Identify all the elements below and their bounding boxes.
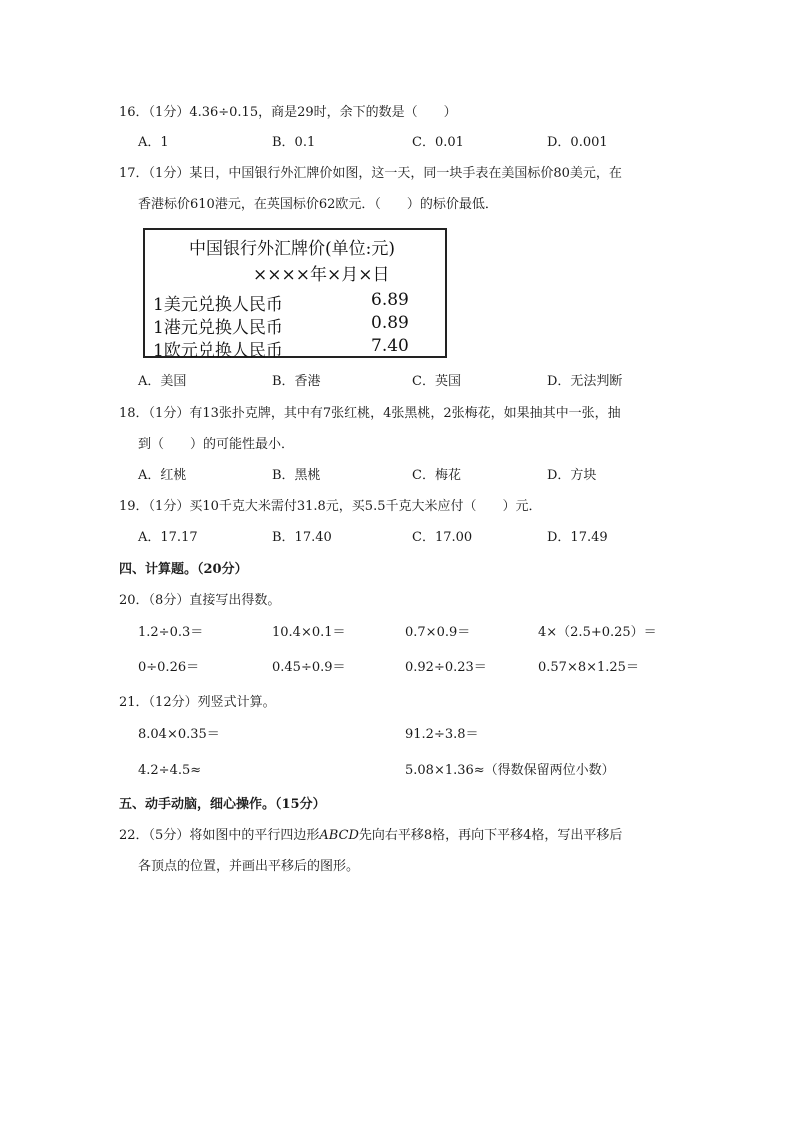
q17-option-c: C．英国 bbox=[412, 374, 461, 389]
q19-option-c: C．17.00 bbox=[412, 530, 473, 545]
q20-item: 0.45÷0.9＝ bbox=[272, 660, 346, 675]
q21-item: 4.2÷4.5≈ bbox=[138, 763, 202, 778]
q17-option-a: A．美国 bbox=[138, 374, 187, 389]
q16-option-c: C．0.01 bbox=[412, 135, 464, 150]
q20-item: 0.92÷0.23＝ bbox=[405, 660, 487, 675]
section-5-heading: 五、动手动脑，细心操作。（15分） bbox=[119, 797, 326, 812]
q18-option-d: D．方块 bbox=[547, 468, 597, 483]
q20-item: 0.7×0.9＝ bbox=[405, 625, 471, 640]
board-row-value: 7.40 bbox=[371, 336, 409, 356]
q18-option-c: C．梅花 bbox=[412, 468, 461, 483]
question-17-line-2: 香港标价610港元，在英国标价62欧元．（ ）的标价最低． bbox=[138, 197, 498, 212]
question-18-line-1: 18．（1分）有13张扑克牌，其中有7张红桃，4张黑桃，2张梅花，如果抽其中一张，抽 bbox=[119, 406, 621, 421]
q16-option-b: B．0.1 bbox=[272, 135, 316, 150]
board-row-label: 1港元兑换人民币 bbox=[153, 318, 283, 338]
question-22-line-1 bbox=[119, 827, 622, 845]
q20-item: 4×（2.5+0.25）＝ bbox=[538, 625, 657, 640]
q20-item: 0÷0.26＝ bbox=[138, 660, 200, 675]
q22-shape-name: ABCD bbox=[319, 828, 359, 843]
question-16-stem: 16．（1分）4.36÷0.15，商是29时，余下的数是（ ） bbox=[119, 105, 457, 120]
board-title: 中国银行外汇牌价(单位:元) bbox=[189, 239, 395, 259]
q22-suffix: 先向右平移8格，再向下平移4格，写出平移后 bbox=[358, 828, 623, 843]
q16-option-a: A．1 bbox=[138, 135, 169, 150]
q18-option-a: A．红桃 bbox=[138, 468, 187, 483]
question-20-stem: 20．（8分）直接写出得数。 bbox=[119, 593, 281, 608]
question-17-line-1: 17．（1分）某日，中国银行外汇牌价如图，这一天，同一块手表在美国标价80美元，在 bbox=[119, 166, 622, 181]
q22-prefix: 22．（5分）将如图中的平行四边形 bbox=[119, 828, 320, 843]
q21-item: 5.08×1.36≈（得数保留两位小数） bbox=[405, 763, 615, 778]
question-22-line-2: 各顶点的位置，并画出平移后的图形。 bbox=[138, 859, 360, 874]
q16-option-d: D．0.001 bbox=[547, 135, 608, 150]
board-row-label: 1欧元兑换人民币 bbox=[153, 341, 283, 361]
question-21-stem: 21．（12分）列竖式计算。 bbox=[119, 695, 276, 710]
q19-option-d: D．17.49 bbox=[547, 530, 608, 545]
board-row-value: 6.89 bbox=[371, 290, 409, 310]
q20-item: 10.4×0.1＝ bbox=[272, 625, 346, 640]
board-row-label: 1美元兑换人民币 bbox=[153, 295, 283, 315]
q19-option-b: B．17.40 bbox=[272, 530, 332, 545]
section-4-heading: 四、计算题。（20分） bbox=[119, 562, 248, 577]
question-18-line-2: 到（ ）的可能性最小． bbox=[138, 437, 295, 452]
q21-item: 8.04×0.35＝ bbox=[138, 727, 220, 742]
q17-option-d: D．无法判断 bbox=[547, 374, 623, 389]
q21-item: 91.2÷3.8＝ bbox=[405, 727, 479, 742]
q17-option-b: B．香港 bbox=[272, 374, 321, 389]
question-19-stem: 19．（1分）买10千克大米需付31.8元，买5.5千克大米应付（ ）元． bbox=[119, 499, 542, 514]
board-row-value: 0.89 bbox=[371, 313, 409, 333]
q19-option-a: A．17.17 bbox=[138, 530, 198, 545]
q20-item: 0.57×8×1.25＝ bbox=[538, 660, 639, 675]
exchange-rate-board bbox=[143, 228, 447, 361]
board-date: ××××年×月×日 bbox=[253, 265, 390, 285]
q20-item: 1.2÷0.3＝ bbox=[138, 625, 204, 640]
q18-option-b: B．黑桃 bbox=[272, 468, 321, 483]
